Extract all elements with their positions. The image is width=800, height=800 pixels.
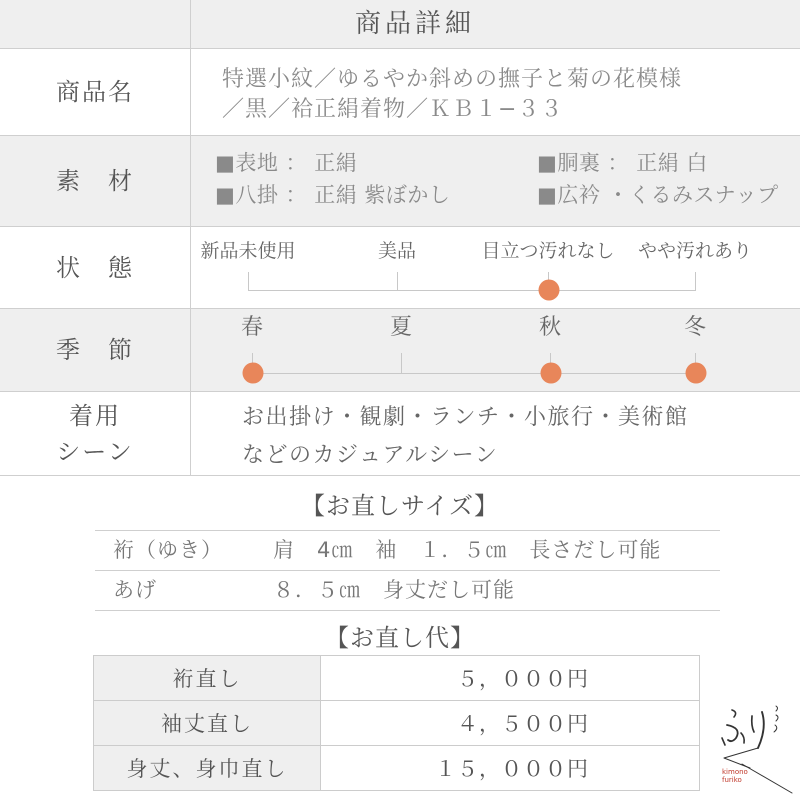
alteration-cost-title: 【お直し代】 — [325, 624, 475, 652]
logo-text-line: furiko — [722, 776, 742, 784]
scene-line: お出掛け・観劇・ランチ・小旅行・美術館 — [242, 405, 689, 430]
condition-row — [0, 227, 800, 309]
material-item-lining: ■胴裏 ： 正絹 白 — [537, 151, 708, 175]
logo-text-line: kimono — [722, 768, 748, 776]
alteration-cost-price: ５，０００円 — [457, 667, 589, 691]
material-item-outer: ■表地 ： 正絹 — [215, 151, 358, 175]
alteration-size-title: 【お直しサイズ】 — [300, 492, 500, 520]
product-name-cell — [191, 49, 800, 135]
condition-level-label: やや汚れあり — [637, 240, 753, 262]
alteration-cost-row — [94, 656, 699, 701]
season-label-text: 季 節 — [56, 336, 134, 364]
season-row — [0, 309, 800, 392]
condition-scale — [0, 227, 800, 308]
material-cell — [191, 136, 800, 226]
product-name-text — [222, 65, 682, 125]
alteration-size-row — [95, 530, 720, 570]
season-scale-tick — [401, 353, 402, 373]
condition-selected-dot — [538, 280, 559, 301]
product-name-line: 特選小紋／ゆるやか斜めの撫子と菊の花模様 — [222, 67, 683, 92]
alteration-cost-row — [94, 701, 699, 746]
scene-cell — [191, 392, 800, 475]
header-row — [0, 0, 800, 49]
alteration-size-label: あげ — [113, 578, 157, 602]
season-level-label: 春 — [240, 315, 264, 340]
condition-scale-tick — [695, 272, 696, 290]
product-name-row — [0, 49, 800, 136]
season-level-label: 秋 — [538, 315, 562, 340]
scene-label-line: 着用 — [69, 401, 121, 430]
alteration-size-label: 裄（ゆき） — [113, 538, 223, 562]
condition-level-label: 目立つ汚れなし — [481, 240, 615, 262]
scene-label — [0, 392, 191, 475]
page-title: 商品詳細 — [355, 9, 476, 39]
condition-scale-line — [248, 290, 696, 291]
material-item-collar: ■広衿 ・くるみスナップ — [537, 183, 779, 207]
alteration-size-row — [95, 570, 720, 611]
season-scale — [0, 309, 800, 391]
scene-label-line: シーン — [56, 437, 134, 466]
alteration-cost-label: 裄直し — [94, 656, 321, 700]
season-selected-dot — [242, 363, 263, 384]
material-label-text: 素 材 — [56, 167, 134, 195]
alteration-cost-label: 身丈、身巾直し — [94, 746, 321, 790]
condition-scale-tick — [397, 272, 398, 290]
product-name-label-text: 商品名 — [56, 78, 134, 106]
alteration-cost-price: ４，５００円 — [457, 712, 589, 736]
alteration-cost-label: 袖丈直し — [94, 701, 321, 745]
condition-level-label: 新品未使用 — [200, 240, 296, 262]
alteration-cost-price: １５，０００円 — [435, 757, 589, 781]
alteration-cost-table — [93, 655, 700, 791]
condition-label-text: 状 態 — [56, 253, 134, 282]
scene-line: などのカジュアルシーン — [242, 443, 499, 468]
alteration-cost-row — [94, 746, 699, 790]
season-scale-line — [252, 373, 696, 374]
alteration-size-value: 肩 4㎝ 袖 １．５㎝ 長さだし可能 — [273, 538, 662, 562]
condition-scale-tick — [248, 272, 249, 290]
material-row — [0, 136, 800, 227]
scene-row — [0, 392, 800, 476]
shop-logo — [712, 698, 798, 796]
material-label — [0, 136, 191, 226]
header-corner-cell — [0, 0, 191, 48]
season-level-label: 夏 — [389, 315, 413, 340]
season-selected-dot — [540, 363, 561, 384]
season-selected-dot — [685, 363, 706, 384]
product-name-label — [0, 49, 191, 135]
header-title-cell — [191, 0, 800, 48]
product-name-line: ／黒／袷正絹着物／ＫＢ１−３３ — [222, 97, 564, 122]
alteration-size-value: ８．５㎝ 身丈だし可能 — [273, 578, 515, 602]
material-item-hakkake: ■八掛 ： 正絹 紫ぼかし — [215, 183, 451, 207]
alteration-size-table — [95, 530, 720, 611]
season-level-label: 冬 — [683, 315, 707, 340]
condition-level-label: 美品 — [377, 240, 417, 262]
scene-text — [242, 399, 689, 475]
